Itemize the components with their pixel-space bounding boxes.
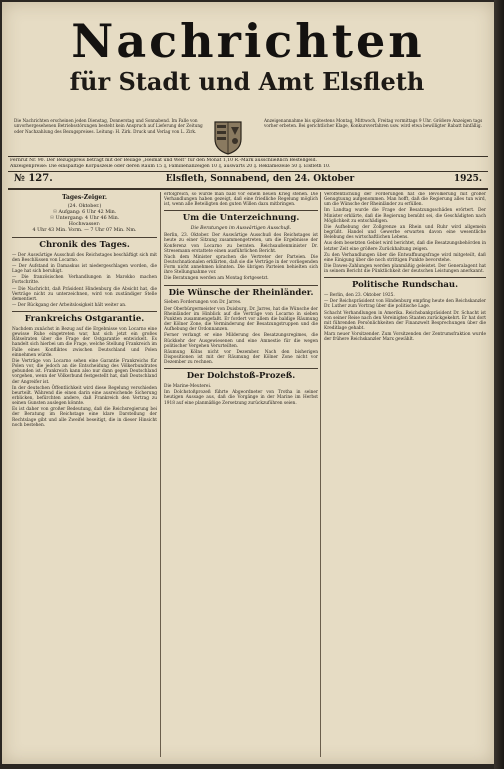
paragraph: Ferner verlangt er eine Milderung des Besatzungsregimes, die Rückkehr der Ausgewiesenen und eine Amnestie für die wegen politischer Vergehen Verurteilten. — [164, 333, 318, 349]
tageszeiger-line: (24. Oktober.) — [67, 203, 102, 209]
tageszeiger-line: ☉ Untergang: 4 Uhr 46 Min. — [49, 215, 120, 221]
paragraph: — Die französischen Verhandlungen in Marokko machen Fortschritte. — [12, 275, 157, 286]
divider — [8, 156, 488, 157]
dolchstoss-heading: Der Dolchstoß-Prozeß. — [186, 371, 296, 382]
tageszeiger-line: ☉ Aufgang: 6 Uhr 42 Min. — [52, 209, 117, 215]
paragraph: Sieben Forderungen von Dr. Jarres. — [164, 300, 242, 306]
dolchstoss-body — [164, 384, 318, 406]
tageszeiger-list — [12, 204, 157, 234]
issue-year: 1925. — [453, 174, 482, 184]
paragraph: In der deutschen Öffentlichkeit wird diese Regelung verschieden beurteilt. Während die einen darin eine ausreichende Sicherung erblicken, befürchten andere, daß Frankreich den Vertrag zu seinen Gunsten auslegen könnte. — [12, 385, 157, 407]
article-continuation — [324, 192, 486, 274]
paragraph: Zu den Verhandlungen über die Entwaffnungsfrage wird mitgeteilt, daß eine Einigung über die noch strittigen Punkte bevorstehe. — [324, 252, 486, 263]
unterzeichnung-heading: Um die Unterzeichnung. — [182, 213, 300, 224]
issue-row — [10, 173, 488, 187]
paragraph: Berlin, 23. Oktober. Der Auswärtige Ausschuß des Reichstages ist heute zu einer Sitzung zusammengetreten, um die Ergebnisse der Konferenz von Locarno zu beraten. Reichsaußenminister Dr. Stresemann erstattete einen ausführlichen Bericht. — [164, 233, 318, 254]
chronik-heading: Chronik des Tages. — [39, 239, 130, 250]
paragraph: Die Marine-Meuterei. — [164, 384, 212, 390]
column-right — [324, 192, 486, 762]
paragraph: — Berlin, den 23. Oktober 1925. — [324, 293, 395, 299]
unterzeichnung-subheading: Die Beratungen im Auswärtigen Ausschuß. — [190, 226, 292, 232]
paragraph: — Der Auswärtige Ausschuß des Reichstages beschäftigt sich mit den Beschlüssen von Locarno. — [12, 252, 157, 263]
ostgarantie-body — [12, 327, 157, 428]
masthead-title: Nachrichten — [71, 14, 425, 68]
masthead — [2, 2, 494, 118]
divider — [164, 210, 318, 211]
column-left — [12, 192, 157, 762]
divider — [8, 188, 488, 190]
issue-date: Elsfleth, Sonnabend, den 24. Oktober — [165, 174, 355, 184]
paragraph: — Der Aufstand in Damaskus ist niedergeschlagen worden, die Lage hat sich beruhigt. — [12, 263, 157, 275]
coat-of-arms-icon — [213, 119, 243, 155]
issue-number: № 127. — [14, 173, 53, 184]
wuensche-heading: Die Wünsche der Rheinländer. — [168, 287, 314, 298]
tageszeiger-line: 4 Uhr 43 Min. Vorm. — 7 Uhr 07 Min. Nm. — [32, 227, 137, 233]
paragraph: Veröffentlichung der Forderungen hat die Bevölkerung mit großer Genugtuung aufgenommen. Man hofft, daß die Regierung alles tun wird, um die Wünsche der Rheinländer zu erfüllen. — [324, 192, 486, 208]
paragraph: Räumung Kölns nicht vor Dezember. Nach den bisherigen Dispositionen ist mit der Räumung der Kölner Zone nicht vor Dezember zu rechnen. — [164, 349, 318, 366]
divider — [164, 285, 318, 286]
publication-info-box: Die Nachrichten erscheinen jeden Dienstag, Donnerstag und Sonnabend. Im Falle von unvorhergesehenen Betriebsstörungen besteht kein Anspruch auf Lieferung der Zeitung oder Nachzahlung des Bezugspreises. Leitung: H. Zirk. Druck und Verlag von L. Zirk. — [14, 118, 203, 134]
chronik-body — [12, 253, 157, 309]
paragraph: Aus dem besetzten Gebiet wird berichtet, daß die Besatzungsbehörden in letzter Zeit eine größere Zurückhaltung zeigen. — [324, 241, 486, 252]
paragraph: Nachdem zunächst in Bezug auf die Ergebnisse von Locarno eine gewisse Ruhe eingetreten war, hat sich jetzt ein großes Rätselraten über die Frage der Ostgarantie entwickelt. Es handelt sich hierbei um die Frage, welche Stellung Frankreich im Falle eines Konfliktes zwischen Deutschland und Polen einnehmen würde. — [12, 326, 157, 358]
ad-price-line: Anzeigenpreise: Die einspaltige Korpuszeile oder deren Raum 15 ₰, Familienanzeigen 10 ₰, auswärts 20 ₰. Reklamezeile 50 ₰. Elsfleth 10. — [10, 164, 331, 169]
paragraph: Nach dem Minister sprachen die Vertreter der Parteien. Die Deutschnationalen erklärten, daß sie die Verträge in der vorliegenden Form nicht annehmen könnten. Die übrigen Parteien behielten sich ihre Stellungnahme vor. — [164, 254, 318, 276]
rundschau-heading: Politische Rundschau. — [351, 280, 459, 291]
divider — [8, 171, 488, 172]
paragraph: Im Landtag wurde die Frage der Besatzungsschäden erörtert. Der Minister erklärte, daß die Regierung bemüht sei, die Geschädigten nach Möglichkeit zu entschädigen. — [324, 208, 486, 224]
price-line: Fernruf Nr. 90. Der Bezugspreis beträgt mit der Beilage „Heimat und Welt“ für den Monat 1,10 R.-Mark ausschließlich Bestellgeld. — [10, 158, 317, 163]
newspaper-page — [2, 2, 494, 764]
column-rule — [320, 192, 321, 757]
book-spine — [494, 0, 504, 769]
article-continuation — [164, 192, 318, 207]
paragraph: Der Oberbürgermeister von Duisburg, Dr. Jarres, hat die Wünsche der Rheinländer im Hinblick auf die Verträge von Locarno in sieben Punkten zusammengefaßt. Er fordert vor allem die baldige Räumung der Kölner Zone, die Verminderung der Besatzungstruppen und die Aufhebung der Ordonnanzen. — [164, 306, 318, 333]
wuensche-body — [164, 300, 318, 365]
paragraph: erfolgreich, so würde man bald vor einem neuen Krieg stehen. Die Verhandlungen haben gezeigt, daß eine friedliche Regelung möglich ist, wenn alle Beteiligten den guten Willen dazu mitbringen. — [164, 192, 318, 208]
paragraph: Die Verträge von Locarno sehen eine Garantie Frankreichs für Polen vor, die jedoch an die Entscheidung des Völkerbundrates gebunden ist. Frankreich kann also nur dann gegen Deutschland vorgehen, wenn der Völkerbund festgestellt hat, daß Deutschland der Angreifer ist. — [12, 358, 157, 385]
tageszeiger-heading: Tages-Zeiger. — [62, 194, 107, 201]
paragraph: — Der Reichspräsident von Hindenburg empfing heute den Reichskanzler Dr. Luther zum Vortrag über die politische Lage. — [324, 299, 486, 310]
divider — [164, 368, 318, 369]
advertising-info-box: Anzeigenannahme bis spätestens Montag, Mittwoch, Freitag vormittags 9 Uhr. Größere Anzeigen tags vorher erbeten. Bei gerichtlicher Klage, Konkursverfahren usw. wird etwa bewilligter Rabatt hinfällig. — [264, 118, 483, 129]
rundschau-body — [324, 293, 486, 342]
column-middle — [164, 192, 318, 762]
divider — [12, 311, 157, 312]
paragraph: Es ist daher von großer Bedeutung, daß die Reichsregierung bei der Beratung im Reichstage eine klare Darstellung der Rechtslage gibt und alle Zweifel beseitigt, die in dieser Hinsicht noch bestehen. — [12, 407, 157, 428]
paragraph: Schacht Verhandlungen in Amerika. Reichsbankpräsident Dr. Schacht ist von seiner Reise nach den Vereinigten Staaten zurückgekehrt. Er hat dort mit führenden Persönlichkeiten der Finanzwelt Besprechungen über die Kreditlage gehabt. — [324, 310, 486, 332]
tageszeiger-line: Hochwasser: — [68, 221, 101, 227]
ostgarantie-heading: Frankreichs Ostgarantie. — [24, 314, 145, 325]
divider — [324, 277, 486, 278]
divider — [12, 237, 157, 238]
paragraph: — Die Nachricht, daß Präsident Hindenburg die Absicht hat, die Verträge nicht zu unterzeichnen, wird von zuständiger Stelle dementiert. — [12, 286, 157, 302]
masthead-subtitle: für Stadt und Amt Elsfleth — [69, 67, 425, 96]
column-rule — [160, 192, 161, 757]
paragraph: Die Aufhebung der Zollgrenze an Rhein und Ruhr wird allgemein begrüßt. Handel und Gewerbe erwarten davon eine wesentliche Belebung des wirtschaftlichen Lebens. — [324, 224, 486, 241]
unterzeichnung-body — [164, 233, 318, 281]
paragraph: Marx neuer Vorsitzender. Zum Vorsitzenden der Zentrumsfraktion wurde der frühere Reichskanzler Marx gewählt. — [324, 332, 486, 343]
paragraph: Die Dawes-Zahlungen werden planmäßig geleistet. Der Generalagent hat in seinem Bericht die Pünktlichkeit der deutschen Leistungen anerkannt. — [324, 264, 486, 275]
paragraph: Die Beratungen werden am Montag fortgesetzt. — [164, 276, 269, 282]
paragraph: Im Dolchstoßprozeß führte Abgeordneter von Trotha in seiner heutigen Aussage aus, daß die Vorgänge in der Marine im Herbst 1918 auf eine planmäßige Zersetzung zurückzuführen seien. — [164, 390, 318, 406]
paragraph: — Der Rückgang der Arbeitslosigkeit hält weiter an. — [12, 303, 127, 309]
